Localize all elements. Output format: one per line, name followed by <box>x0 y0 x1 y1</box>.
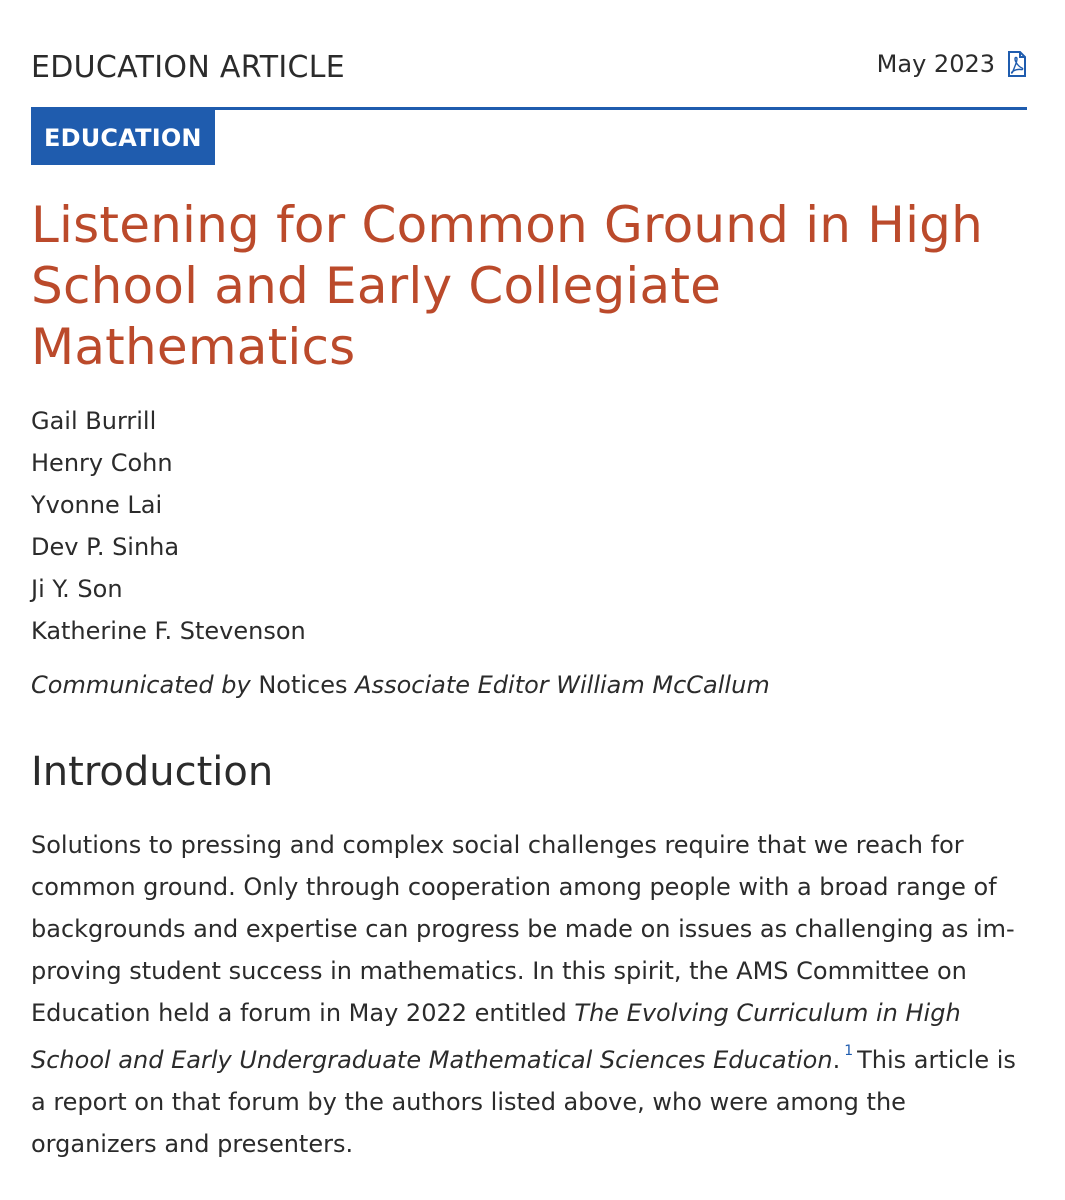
author-name: Ji Y. Son <box>31 575 123 603</box>
author-name: Katherine F. Stevenson <box>31 617 306 645</box>
editor-credit: Associate Editor William McCallum <box>355 671 770 699</box>
pdf-file-icon[interactable] <box>1007 51 1027 77</box>
category-tag[interactable]: EDUCATION <box>31 110 215 165</box>
issue-date: May 2023 <box>876 50 995 78</box>
communicated-by-line <box>31 664 1027 706</box>
article-page <box>31 0 1027 1165</box>
footnote-link[interactable]: 1 <box>844 1043 854 1059</box>
intro-text-part-1: Solutions to pressing and complex social challenges require that we reach for common ground. Only through cooperation among people with a broad range of backgrounds and expertise can progress be made on issues as challenging as im-proving student success in mathematics. In this spirit, the AMS Committee on Education held a forum in May 2022 entitled <box>31 831 1015 1027</box>
intro-text-part-3: This article is a report on that forum by the authors listed above, who were among the organizers and presenters. <box>31 1046 1016 1158</box>
author-name: Yvonne Lai <box>31 491 163 519</box>
article-title: Listening for Common Ground in High School and Early Collegiate Mathematics <box>31 196 983 376</box>
author-name: Henry Cohn <box>31 449 173 477</box>
intro-text-part-2: . <box>832 1046 841 1074</box>
journal-name: Notices <box>258 671 348 699</box>
author-list <box>31 400 1027 652</box>
author-name: Gail Burrill <box>31 407 157 435</box>
article-header-bar <box>31 0 1027 110</box>
author-name: Dev P. Sinha <box>31 533 180 561</box>
forum-title: The Evolving Curriculum in High School and Early Undergraduate Mathematical Sciences Education <box>31 999 961 1074</box>
section-label: EDUCATION ARTICLE <box>31 50 345 85</box>
introduction-paragraph <box>31 824 1021 1165</box>
communicated-prefix: Communicated by <box>31 671 251 699</box>
issue-info <box>877 50 1027 78</box>
section-heading-introduction: Introduction <box>31 749 274 795</box>
